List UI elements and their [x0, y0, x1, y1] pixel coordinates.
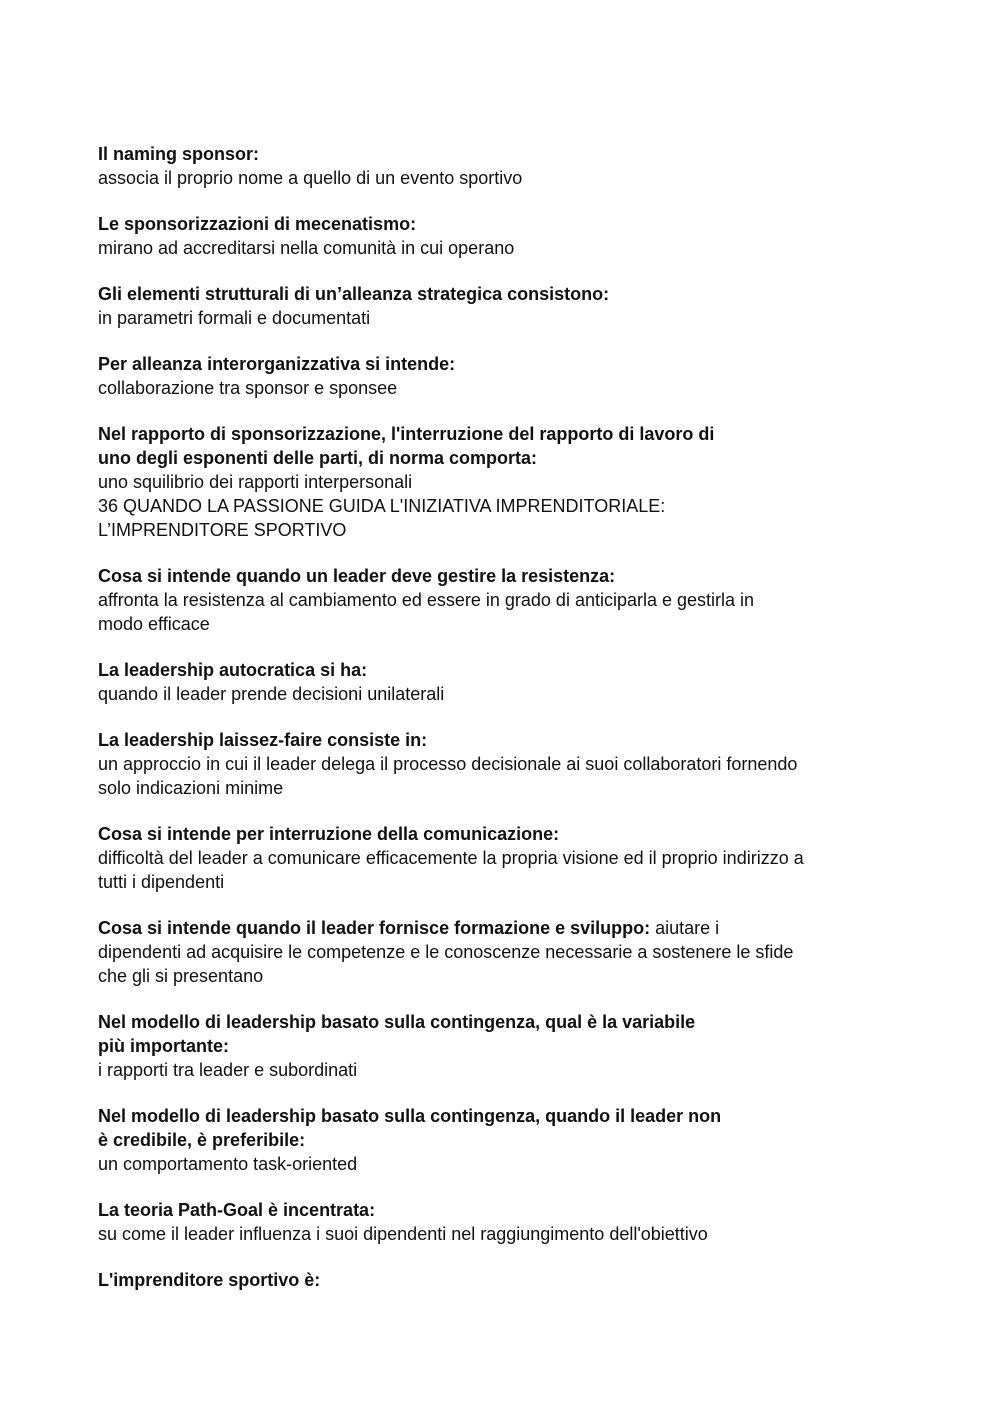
- answer-line: dipendenti ad acquisire le competenze e le conoscenze necessarie a sostenere le sfide: [98, 942, 794, 962]
- question-line: Nel modello di leadership basato sulla contingenza, qual è la variabile: [98, 1012, 696, 1032]
- answer-line: affronta la resistenza al cambiamento ed essere in grado di anticiparla e gestirla in: [98, 590, 755, 610]
- qa-item: [98, 282, 898, 330]
- question: Cosa si intende quando un leader deve gestire la resistenza:: [98, 566, 616, 586]
- question: La leadership laissez-faire consiste in:: [98, 730, 428, 750]
- question: Cosa si intende per interruzione della comunicazione:: [98, 824, 560, 844]
- answer-start: aiutare i: [650, 918, 720, 938]
- chapter-heading-line: 36 QUANDO LA PASSIONE GUIDA L'INIZIATIVA IMPRENDITORIALE:: [98, 496, 666, 516]
- question-line: è credibile, è preferibile:: [98, 1130, 306, 1150]
- qa-item: [98, 728, 898, 800]
- qa-item: [98, 658, 898, 706]
- question-answer-line: [98, 916, 898, 940]
- qa-item: [98, 422, 898, 542]
- question: L'imprenditore sportivo è:: [98, 1270, 321, 1290]
- answer: quando il leader prende decisioni unilaterali: [98, 684, 445, 704]
- document-page: [98, 142, 898, 1314]
- question-line: Nel modello di leadership basato sulla contingenza, quando il leader non: [98, 1106, 722, 1126]
- question: La teoria Path-Goal è incentrata:: [98, 1200, 376, 1220]
- question: Gli elementi strutturali di un’alleanza strategica consistono:: [98, 284, 610, 304]
- question: Per alleanza interorganizzativa si intende:: [98, 354, 456, 374]
- answer-line: che gli si presentano: [98, 966, 264, 986]
- qa-item: [98, 1010, 898, 1082]
- question: Il naming sponsor:: [98, 144, 260, 164]
- qa-item: [98, 1198, 898, 1246]
- answer: associa il proprio nome a quello di un evento sportivo: [98, 168, 523, 188]
- answer-line: solo indicazioni minime: [98, 778, 284, 798]
- answer: mirano ad accreditarsi nella comunità in cui operano: [98, 238, 515, 258]
- answer: collaborazione tra sponsor e sponsee: [98, 378, 398, 398]
- qa-item: [98, 142, 898, 190]
- answer-line: un approccio in cui il leader delega il processo decisionale ai suoi collaboratori fornendo: [98, 754, 798, 774]
- answer: un comportamento task-oriented: [98, 1154, 358, 1174]
- answer-line: difficoltà del leader a comunicare efficacemente la propria visione ed il proprio indirizzo a: [98, 848, 804, 868]
- answer: su come il leader influenza i suoi dipendenti nel raggiungimento dell'obiettivo: [98, 1224, 708, 1244]
- qa-item: [98, 916, 898, 988]
- answer-line: modo efficace: [98, 614, 210, 634]
- chapter-heading-line: L’IMPRENDITORE SPORTIVO: [98, 520, 347, 540]
- qa-item: [98, 1104, 898, 1176]
- answer: i rapporti tra leader e subordinati: [98, 1060, 358, 1080]
- answer-line: uno squilibrio dei rapporti interpersonali: [98, 472, 413, 492]
- question-line: più importante:: [98, 1036, 229, 1056]
- question: La leadership autocratica si ha:: [98, 660, 368, 680]
- qa-item: [98, 1268, 898, 1292]
- question: Cosa si intende quando il leader fornisce formazione e sviluppo:: [98, 918, 651, 938]
- question-line: uno degli esponenti delle parti, di norma comporta:: [98, 448, 538, 468]
- qa-item: [98, 822, 898, 894]
- question-line: Nel rapporto di sponsorizzazione, l'interruzione del rapporto di lavoro di: [98, 424, 715, 444]
- answer-line: tutti i dipendenti: [98, 872, 225, 892]
- answer: in parametri formali e documentati: [98, 308, 371, 328]
- qa-item: [98, 564, 898, 636]
- question: Le sponsorizzazioni di mecenatismo:: [98, 214, 417, 234]
- qa-item: [98, 212, 898, 260]
- qa-item: [98, 352, 898, 400]
